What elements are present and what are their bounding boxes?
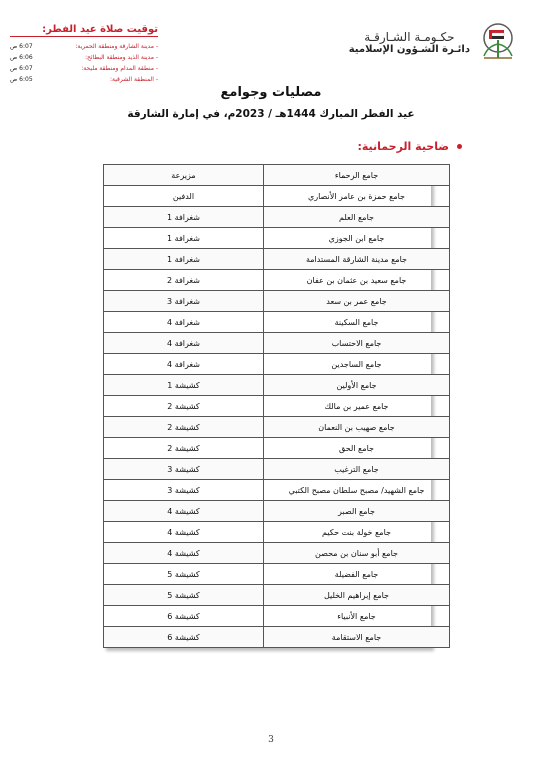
table-row: [104, 564, 450, 585]
prayer-time-row: [10, 41, 158, 52]
mosque-name-cell: جامع عمير بن مالك: [264, 396, 450, 417]
table-row: [104, 501, 450, 522]
area-cell: كشيشة 2: [104, 417, 264, 438]
page-subtitle: عيد الفطر المبارك 1444هـ / 2023م، في إمارة الشارقة: [127, 108, 415, 120]
mosque-name-cell: جامع السكينة: [264, 312, 450, 333]
mosques-table-wrapper: [103, 164, 431, 648]
prayer-time-value: 6:07 ص: [10, 65, 33, 72]
area-cell: كشيشة 4: [104, 522, 264, 543]
prayer-time-value: 6:06 ص: [10, 54, 33, 61]
table-row: [104, 165, 450, 186]
area-cell: شغرافة 1: [104, 249, 264, 270]
mosque-name-cell: جامع الفضيلة: [264, 564, 450, 585]
area-cell: كشيشة 6: [104, 606, 264, 627]
area-cell: شغرافة 3: [104, 291, 264, 312]
table-row: [104, 417, 450, 438]
mosque-name-cell: جامع سعيد بن عثمان بن عفان: [264, 270, 450, 291]
mosque-name-cell: جامع إبراهيم الخليل: [264, 585, 450, 606]
area-cell: الدفين: [104, 186, 264, 207]
table-row: [104, 396, 450, 417]
mosque-name-cell: جامع الساجدين: [264, 354, 450, 375]
mosque-name-cell: جامع أبو سنان بن محصن: [264, 543, 450, 564]
government-logo: [349, 18, 520, 66]
table-row: [104, 480, 450, 501]
mosque-name-cell: جامع العلم: [264, 207, 450, 228]
page-number: 3: [268, 735, 274, 745]
table-row: [104, 543, 450, 564]
mosque-name-cell: جامع الصبر: [264, 501, 450, 522]
prayer-time-area: - منطقة المدام ومنطقة مليحة:: [81, 65, 158, 72]
area-cell: كشيشة 4: [104, 543, 264, 564]
table-row: [104, 354, 450, 375]
area-cell: كشيشة 5: [104, 564, 264, 585]
area-cell: شغرافة 1: [104, 228, 264, 249]
area-cell: شغرافة 2: [104, 270, 264, 291]
mosque-name-cell: جامع الرحماء: [264, 165, 450, 186]
mosque-name-cell: جامع صهيب بن النعمان: [264, 417, 450, 438]
area-cell: كشيشة 6: [104, 627, 264, 648]
mosque-name-cell: جامع ابن الجوزي: [264, 228, 450, 249]
table-row: [104, 522, 450, 543]
prayer-time-value: 6:05 ص: [10, 76, 33, 83]
section-title: ضاحية الرحمانية:: [357, 140, 449, 153]
area-cell: شغرافة 4: [104, 354, 264, 375]
table-row: [104, 270, 450, 291]
mosque-name-cell: جامع الحق: [264, 438, 450, 459]
logo-department-name: دائـرة الشـؤون الإسلامية: [348, 43, 470, 55]
prayer-time-value: 6:07 ص: [10, 43, 33, 50]
table-row: [104, 333, 450, 354]
table-row: [104, 459, 450, 480]
table-row: [104, 228, 450, 249]
area-cell: مزيرعة: [104, 165, 264, 186]
mosques-table: [103, 164, 450, 648]
mosque-name-cell: جامع الاحتساب: [264, 333, 450, 354]
mosque-name-cell: جامع الاستقامة: [264, 627, 450, 648]
table-row: [104, 438, 450, 459]
prayer-times-block: [10, 24, 158, 85]
bullet-icon: [457, 144, 462, 149]
prayer-time-row: [10, 74, 158, 85]
prayer-time-area: - المنطقة الشرقية:: [109, 76, 158, 83]
page-title: مصليات وجوامع: [220, 85, 322, 100]
emblem-icon: [476, 18, 520, 66]
mosque-name-cell: جامع الأولين: [264, 375, 450, 396]
table-row: [104, 585, 450, 606]
mosque-name-cell: جامع خولة بنت حكيم: [264, 522, 450, 543]
table-row: [104, 627, 450, 648]
table-row: [104, 375, 450, 396]
area-cell: شغرافة 4: [104, 333, 264, 354]
area-cell: شغرافة 1: [104, 207, 264, 228]
prayer-times-title: توقيت صلاة عيد الفطر:: [10, 24, 158, 37]
area-cell: كشيشة 2: [104, 438, 264, 459]
mosque-name-cell: جامع حمزة بن عامر الأنصاري: [264, 186, 450, 207]
prayer-time-row: [10, 63, 158, 74]
mosque-name-cell: جامع الأنبياء: [264, 606, 450, 627]
area-cell: كشيشة 3: [104, 459, 264, 480]
mosque-name-cell: جامع الترغيب: [264, 459, 450, 480]
area-cell: كشيشة 5: [104, 585, 264, 606]
area-cell: شغرافة 4: [104, 312, 264, 333]
table-row: [104, 291, 450, 312]
area-cell: كشيشة 2: [104, 396, 264, 417]
section-heading: [357, 140, 462, 153]
prayer-time-area: - مدينة الذيد ومنطقة البطائح:: [84, 54, 158, 61]
area-cell: كشيشة 4: [104, 501, 264, 522]
area-cell: كشيشة 1: [104, 375, 264, 396]
table-row: [104, 249, 450, 270]
mosque-name-cell: جامع مدينة الشارقة المستدامة: [264, 249, 450, 270]
mosque-name-cell: جامع عمر بن سعد: [264, 291, 450, 312]
prayer-time-area: - مدينة الشارقة ومنطقة الحمرية:: [75, 43, 158, 50]
table-row: [104, 606, 450, 627]
logo-government-name: حكـومـة الشـارقـة: [364, 29, 455, 44]
area-cell: كشيشة 3: [104, 480, 264, 501]
table-row: [104, 207, 450, 228]
mosque-name-cell: جامع الشهيد/ مصبح سلطان مصبح الكتبي: [264, 480, 450, 501]
table-row: [104, 186, 450, 207]
table-row: [104, 312, 450, 333]
prayer-time-row: [10, 52, 158, 63]
